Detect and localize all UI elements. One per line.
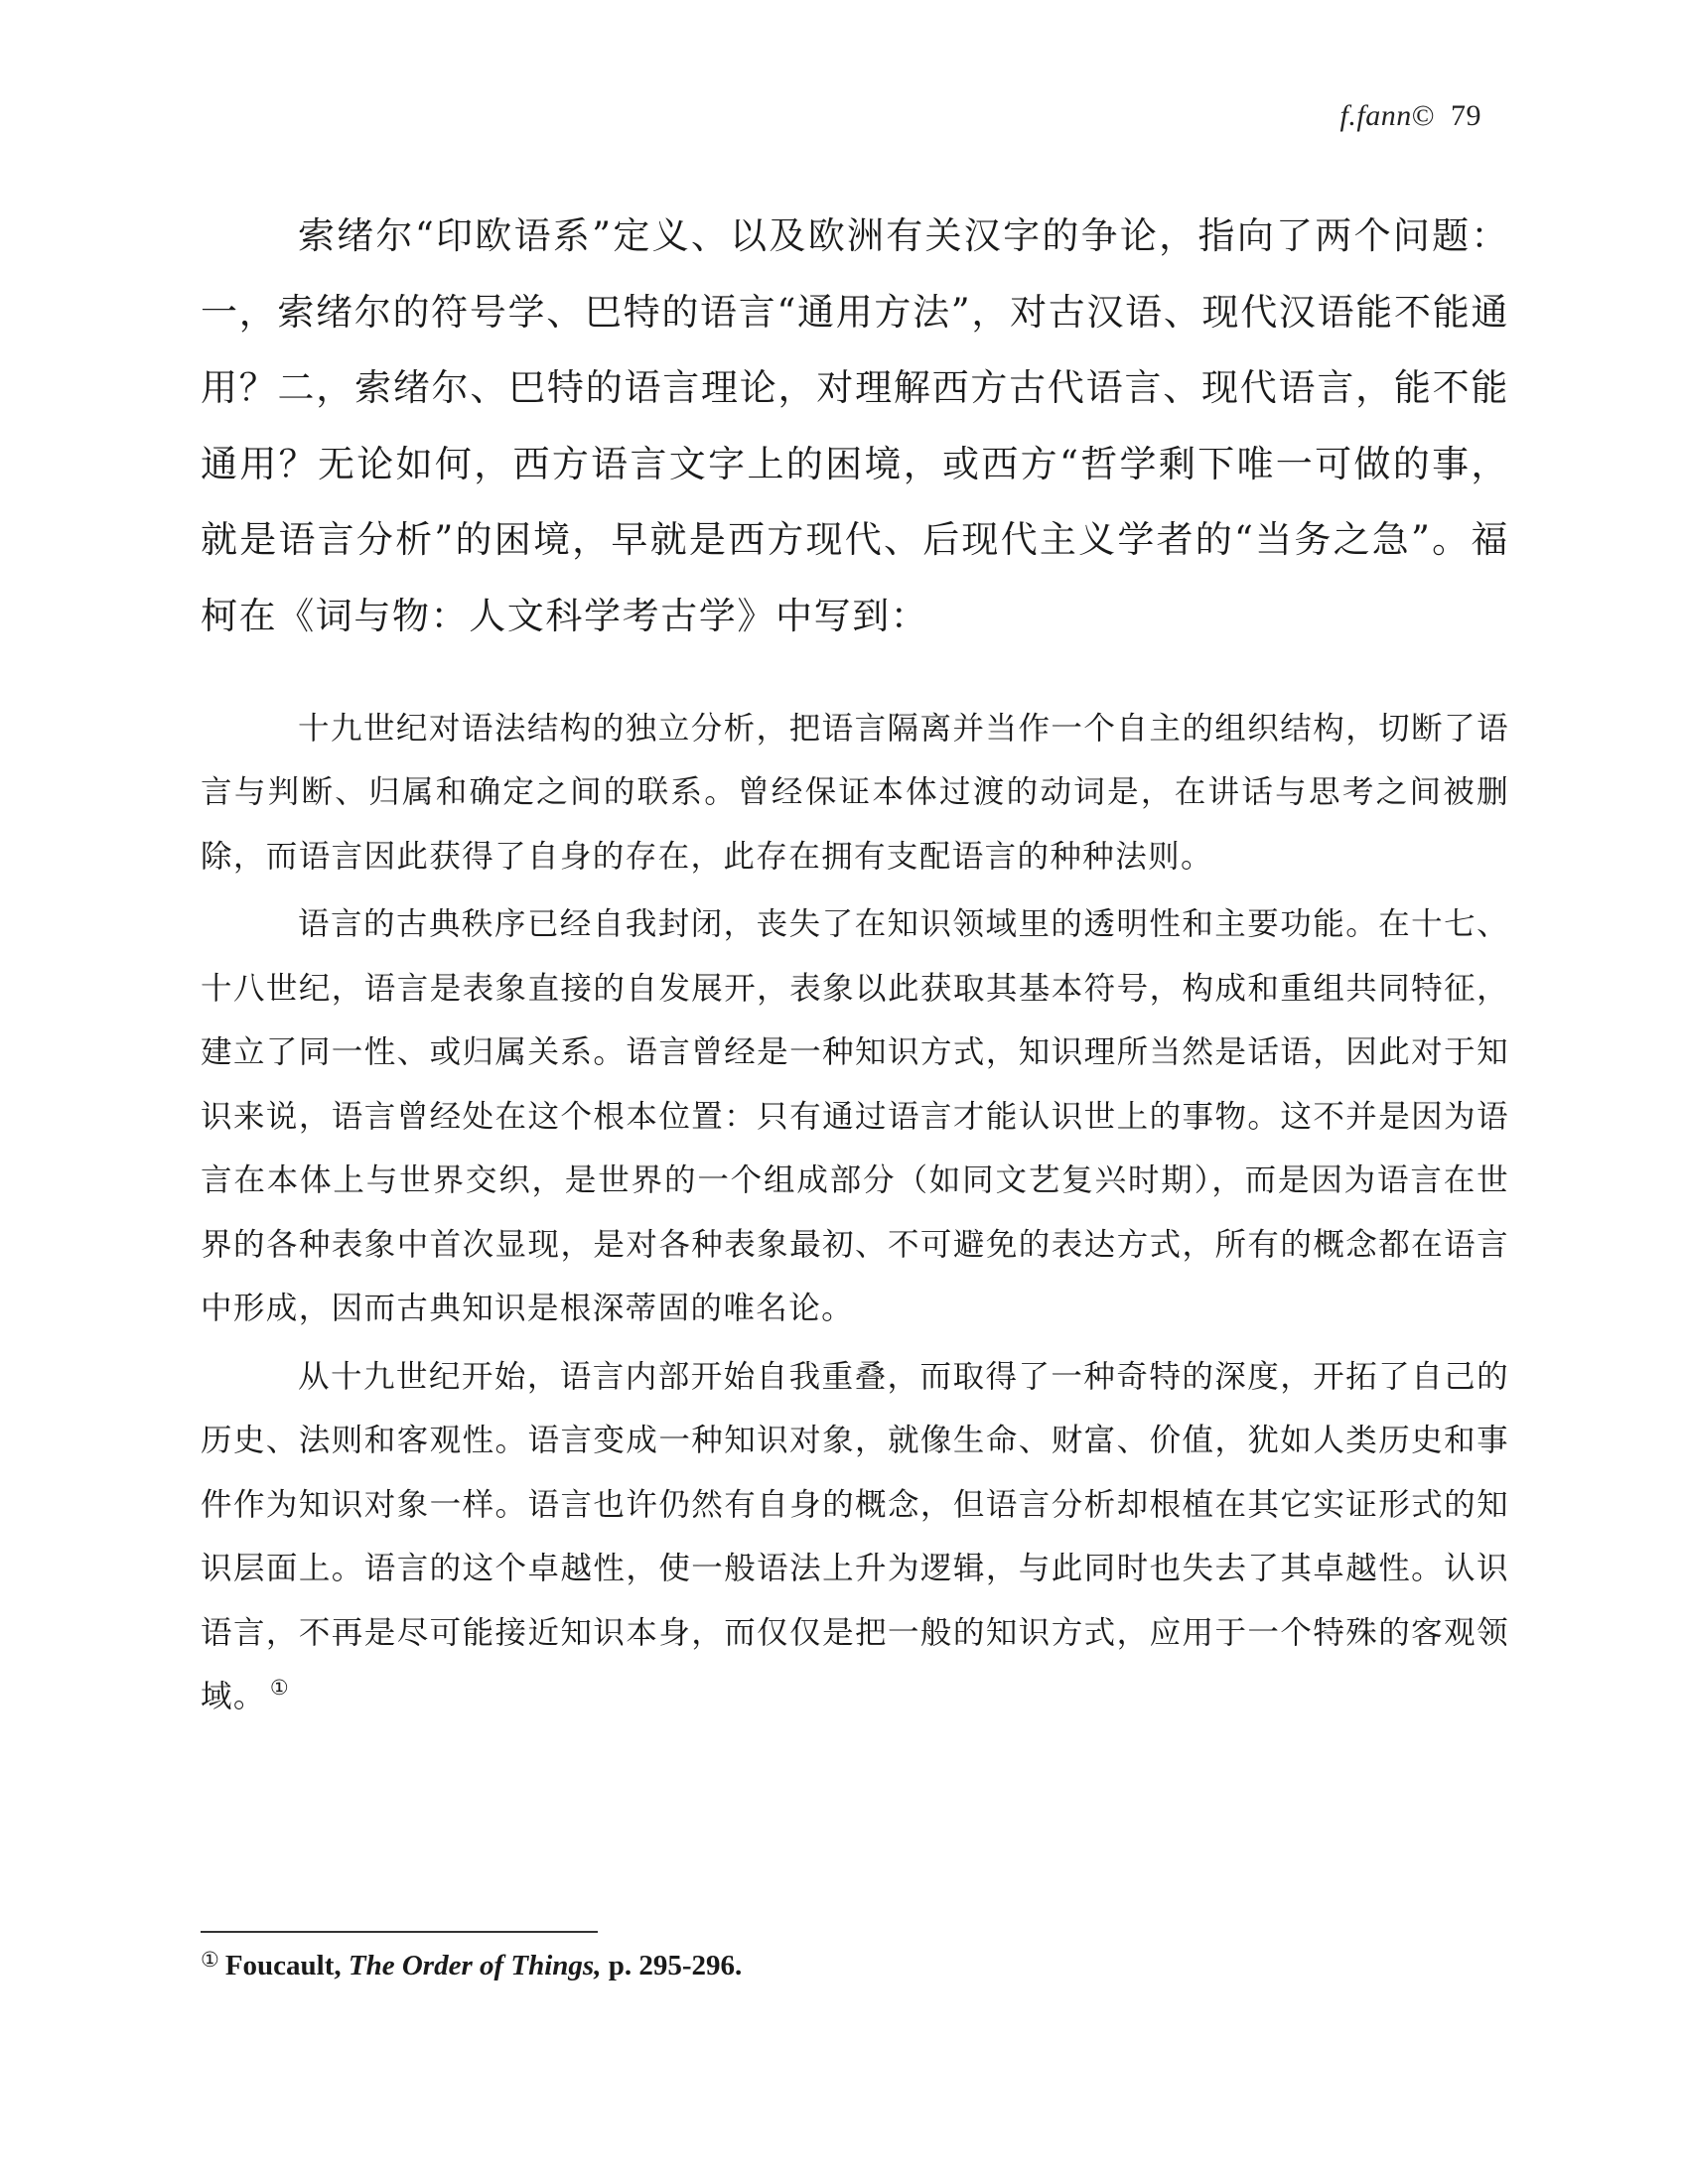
- block-quote: [201, 697, 1509, 1729]
- footnote: [201, 1948, 742, 1982]
- quote-paragraph-3-text: 从十九世纪开始，语言内部开始自我重叠，而取得了一种奇特的深度，开拓了自己的历史、法则和客观性。语言变成一种知识对象，就像生命、财富、价值，犹如人类历史和事件作为知识对象一样。语言也许仍然有自身的概念，但语言分析却根植在其它实证形式的知识层面上。语言的这个卓越性，使一般语法上升为逻辑，与此同时也失去了其卓越性。认识语言，不再是尽可能接近知识本身，而仅仅是把一般的知识方式，应用于一个特殊的客观领域。: [201, 1358, 1509, 1715]
- body-text: [201, 199, 1509, 1729]
- header-author: f.fann: [1339, 99, 1412, 132]
- footnote-reference[interactable]: ①: [269, 1676, 291, 1701]
- footnote-pages: p. 295-296.: [608, 1950, 743, 1981]
- footnote-marker: ①: [201, 1948, 219, 1972]
- quote-paragraph-2: 语言的古典秩序已经自我封闭，丧失了在知识领域里的透明性和主要功能。在十七、十八世纪，语言是表象直接的自发展开，表象以此获取其基本符号，构成和重组共同特征，建立了同一性、或归属关系。语言曾经是一种知识方式，知识理所当然是话语，因此对于知识来说，语言曾经处在这个根本位置：只有通过语言才能认识世上的事物。这不并是因为语言在本体上与世界交织，是世界的一个组成部分（如同文艺复兴时期），而是因为语言在世界的各种表象中首次显现，是对各种表象最初、不可避免的表达方式，所有的概念都在语言中形成，因而古典知识是根深蒂固的唯名论。: [201, 906, 1509, 1327]
- footnote-title: The Order of Things,: [348, 1950, 602, 1981]
- page-number: 79: [1451, 99, 1481, 132]
- footnote-author: Foucault,: [224, 1950, 342, 1981]
- copyright-symbol: ©: [1411, 99, 1435, 132]
- footnote-divider: [201, 1931, 598, 1933]
- main-paragraph: 索绪尔“印欧语系”定义、以及欧洲有关汉字的争论，指向了两个问题：一，索绪尔的符号学、巴特的语言“通用方法”，对古汉语、现代汉语能不能通用？二，索绪尔、巴特的语言理论，对理解西方古代语言、现代语言，能不能通用？无论如何，西方语言文字上的困境，或西方“哲学剩下唯一可做的事，就是语言分析”的困境，早就是西方现代、后现代主义学者的“当务之急”。福柯在《词与物：人文科学考古学》中写到：: [201, 214, 1509, 637]
- quote-paragraph-3: [201, 1345, 1509, 1729]
- page-header: [1340, 99, 1481, 133]
- quote-paragraph-1: 十九世纪对语法结构的独立分析，把语言隔离并当作一个自主的组织结构，切断了语言与判断、归属和确定之间的联系。曾经保证本体过渡的动词是，在讲话与思考之间被删除，而语言因此获得了自身的存在，此存在拥有支配语言的种种法则。: [201, 710, 1509, 875]
